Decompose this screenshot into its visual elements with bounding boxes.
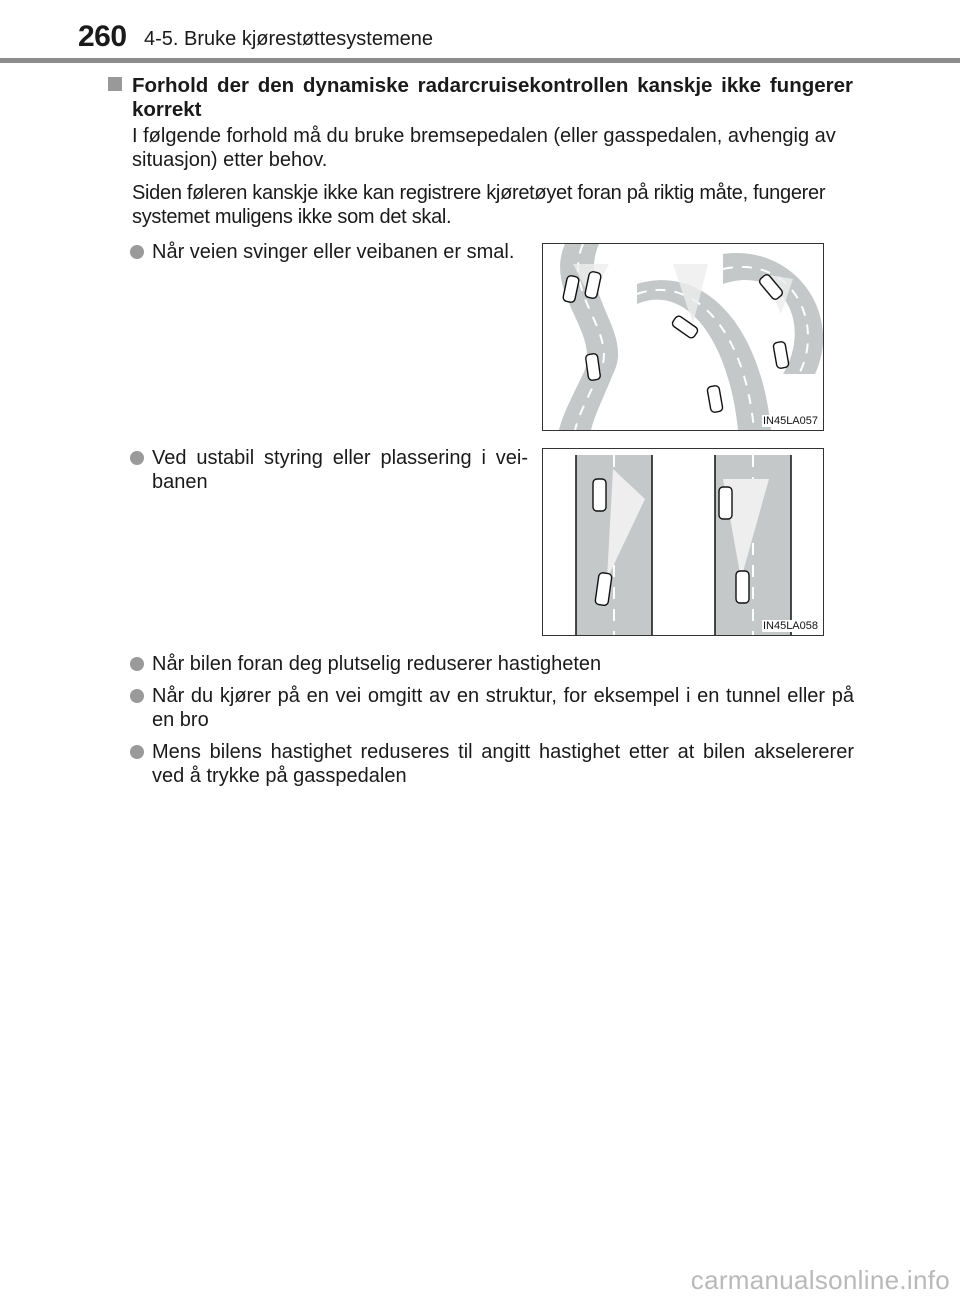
bullet-dot-icon xyxy=(130,745,144,759)
paragraph: Siden føleren kanskje ikke kan registrere kjøretøyet foran på riktig måte, fungerer systemet muligens ikke som det skal. xyxy=(132,182,826,228)
header-rule xyxy=(0,58,960,63)
list-item-text: Ved ustabil styring eller plassering i vei-banen xyxy=(152,447,528,493)
list-item xyxy=(130,240,530,264)
list-item xyxy=(130,652,854,676)
page-number: 260 xyxy=(78,20,127,53)
list-item-text: Mens bilens hastighet reduseres til angitt hastighet etter at bilen akselererer ved å trykke på gasspedalen xyxy=(152,741,854,787)
square-bullet-icon xyxy=(108,77,122,91)
section-title: 4-5. Bruke kjørestøttesystemene xyxy=(144,28,433,50)
bullet-dot-icon xyxy=(130,245,144,259)
figure-curved-road xyxy=(542,243,824,431)
list-item xyxy=(130,446,528,494)
heading-text: Forhold der den dynamiske radarcruisekontrollen kanskje ikke fungerer korrekt xyxy=(132,74,853,121)
paragraph: I følgende forhold må du bruke bremsepedalen (eller gasspedalen, avhengig av situasjon) etter behov. xyxy=(132,125,836,171)
figure-code: IN45LA057 xyxy=(762,415,818,427)
figure-code: IN45LA058 xyxy=(762,620,818,632)
figure-unstable-steering xyxy=(542,448,824,636)
list-item-text: Når du kjører på en vei omgitt av en struktur, for eksempel i en tunnel eller på en bro xyxy=(152,685,854,731)
list-item xyxy=(130,684,854,732)
watermark: carmanualsonline.info xyxy=(690,1265,950,1295)
list-item xyxy=(130,740,854,788)
curved-road-illustration xyxy=(543,244,823,430)
bullet-dot-icon xyxy=(130,689,144,703)
page-header xyxy=(0,0,960,58)
list-item-text: Når veien svinger eller veibanen er smal. xyxy=(152,241,515,263)
bullet-dot-icon xyxy=(130,451,144,465)
bullet-dot-icon xyxy=(130,657,144,671)
section-heading xyxy=(108,74,853,122)
list-item-text: Når bilen foran deg plutselig reduserer hastigheten xyxy=(152,653,602,675)
unstable-steering-illustration xyxy=(543,449,823,635)
